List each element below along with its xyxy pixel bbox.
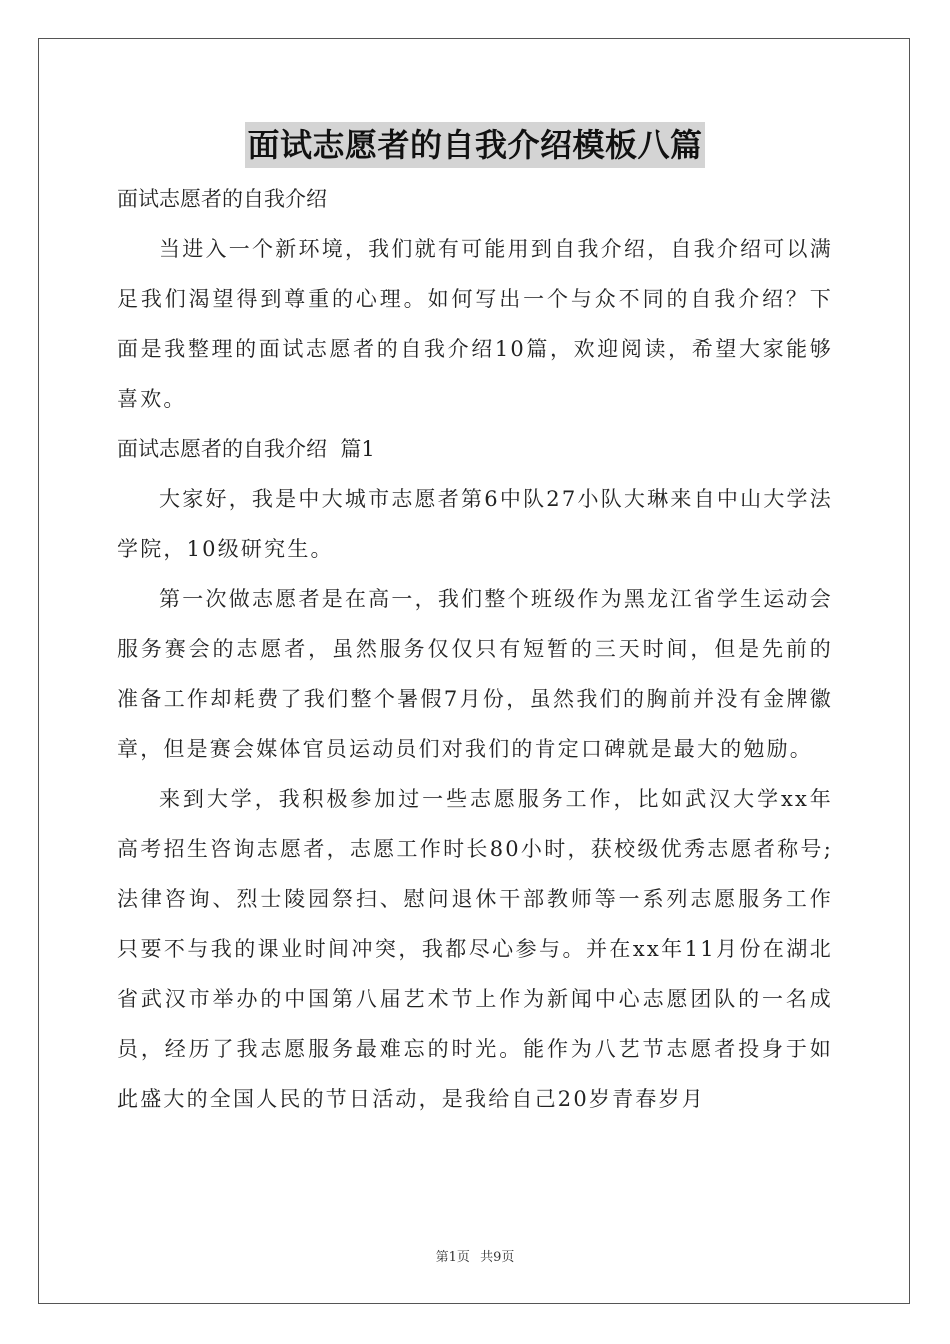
document-title: 面试志愿者的自我介绍模板八篇 bbox=[245, 122, 704, 168]
section-heading: 面试志愿者的自我介绍 篇1 bbox=[117, 437, 375, 461]
document-body bbox=[117, 174, 833, 1124]
intro-paragraph: 当进入一个新环境，我们就有可能用到自我介绍，自我介绍可以满足我们渴望得到尊重的心理。如何写出一个与众不同的自我介绍？下面是我整理的面试志愿者的自我介绍10篇，欢迎阅读，希望大家能够喜欢。 bbox=[117, 237, 833, 411]
page-number: 第1页 bbox=[435, 1250, 470, 1265]
body-paragraph-1: 大家好，我是中大城市志愿者第6中队27小队大琳来自中山大学法学院，10级研究生。 bbox=[117, 487, 833, 561]
page-total: 共9页 bbox=[480, 1250, 515, 1265]
page-footer bbox=[0, 1246, 950, 1265]
title-container bbox=[0, 122, 950, 168]
body-paragraph-3: 来到大学，我积极参加过一些志愿服务工作，比如武汉大学xx年高考招生咨询志愿者，志愿工作时长80小时，获校级优秀志愿者称号;法律咨询、烈士陵园祭扫、慰问退休干部教师等一系列志愿服务工作只要不与我的课业时间冲突，我都尽心参与。并在xx年11月份在湖北省武汉市举办的中国第八届艺术节上作为新闻中心志愿团队的一名成员，经历了我志愿服务最难忘的时光。能作为八艺节志愿者投身于如此盛大的全国人民的节日活动，是我给自己20岁青春岁月 bbox=[117, 787, 833, 1111]
subheading: 面试志愿者的自我介绍 bbox=[117, 187, 327, 211]
body-paragraph-2: 第一次做志愿者是在高一，我们整个班级作为黑龙江省学生运动会服务赛会的志愿者，虽然服务仅仅只有短暂的三天时间，但是先前的准备工作却耗费了我们整个暑假7月份，虽然我们的胸前并没有金牌徽章，但是赛会媒体官员运动员们对我们的肯定口碑就是最大的勉励。 bbox=[117, 587, 833, 761]
